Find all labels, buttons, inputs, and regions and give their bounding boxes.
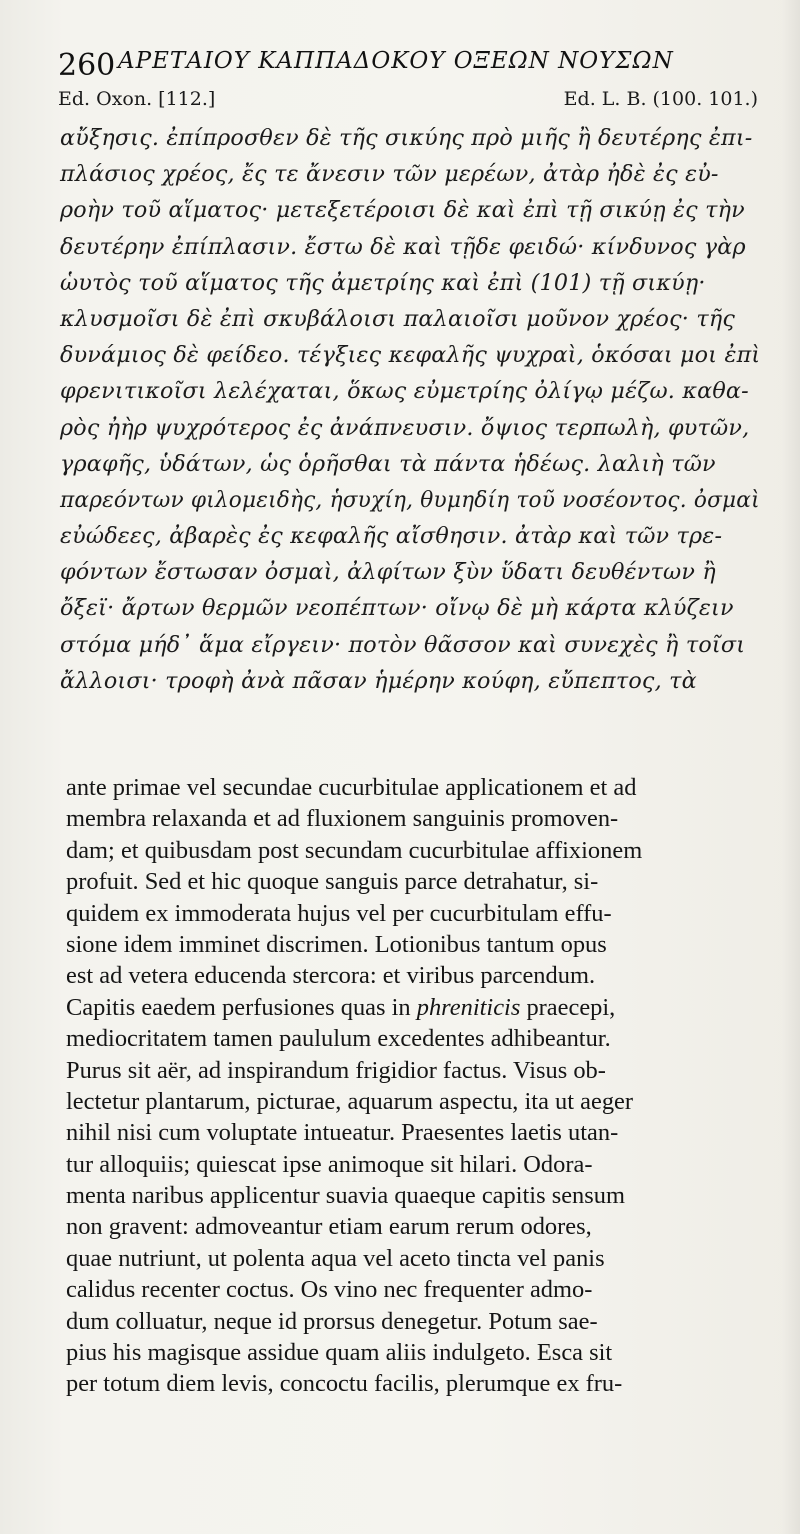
latin-line: nihil nisi cum voluptate intueatur. Praesentes laetis utan- [66,1119,619,1147]
greek-line: γραφῆς, ὑδάτων, ὡς ὁρῆσθαι τὰ πάντα ἡδέως. λαλιὴ τῶν [60,450,716,477]
latin-line: non gravent: admoveantur etiam earum rerum odores, [66,1213,592,1241]
italic-term: phreniticis [416,993,521,1021]
page-header [58,40,748,83]
greek-line: ρὸς ἠὴρ ψυχρότερος ἐς ἀνάπνευσιν. ὄψιος τερπωλὴ, φυτῶν, [60,414,750,441]
latin-line: pius his magisque assidue quam aliis indulgeto. Esca sit [66,1339,613,1367]
greek-line: παρεόντων φιλομειδὴς, ἡσυχίη, θυμηδίη τοῦ νοσέοντος. ὀσμαὶ [60,486,760,513]
latin-line: tur alloquiis; quiescat ipse animoque sit hilari. Odora- [66,1150,593,1178]
greek-line: φόντων ἔστωσαν ὀσμαὶ, ἀλφίτων ξὺν ὕδατι δευθέντων ἢ [60,559,716,586]
latin-line: quae nutriunt, ut polenta aqua vel aceto tincta vel panis [66,1244,605,1272]
latin-line: sione idem imminet discrimen. Lotionibus tantum opus [66,930,607,958]
latin-line: est ad vetera educenda stercora: et viribus parcendum. [66,962,596,990]
greek-text-block [60,120,768,699]
page-number: 260 [58,48,116,83]
latin-line: mediocritatem tamen paululum excedentes adhibeantur. [66,1025,611,1053]
greek-line: ἄλλοισι· τροφὴ ἀνὰ πᾶσαν ἡμέρην κούφη, εὔπεπτος, τὰ [60,667,697,694]
latin-line: menta naribus applicentur suavia quaeque capitis sensum [66,1182,625,1210]
greek-line: φρενιτικοῖσι λελέχαται, ὅκως εὐμετρίης ὀλίγῳ μέζω. καθα- [60,378,749,405]
greek-line: εὐώδεες, ἀβαρὲς ἐς κεφαλῆς αἴσθησιν. ἀτὰρ καὶ τῶν τρε- [60,523,723,550]
edition-lb-ref: Ed. L. B. (100. 101.) [563,88,758,110]
latin-line: dam; et quibusdam post secundam cucurbitulae affixionem [66,836,643,864]
running-title: ΑΡΕΤΑΙΟΥ ΚΑΠΠΑΔΟΚΟΥ ΟΞΕΩΝ ΝΟΥΣΩΝ [118,48,674,74]
latin-line: Capitis eaedem perfusiones quas in phreniticis praecepi, [66,993,616,1021]
greek-line: δευτέρην ἐπίπλασιν. ἔστω δὲ καὶ τῇδε φειδώ· κίνδυνος γὰρ [60,233,746,260]
page-edge-shadow [782,0,800,1534]
latin-line: quidem ex immoderata hujus vel per cucurbitulam effu- [66,899,612,927]
latin-line: membra relaxanda et ad fluxionem sanguinis promoven- [66,805,619,833]
edition-oxford-ref: Ed. Oxon. [112.] [58,88,216,110]
greek-line: ὄξεϊ· ἄρτων θερμῶν νεοπέπτων· οἴνῳ δὲ μὴ κάρτα κλύζειν [60,595,734,622]
greek-line: ροὴν τοῦ αἵματος· μετεξετέροισι δὲ καὶ ἐπὶ τῇ σικύῃ ἐς τὴν [60,197,745,224]
greek-line: δυνάμιος δὲ φείδεο. τέγξιες κεφαλῆς ψυχραὶ, ὁκόσαι μοι ἐπὶ [60,342,761,369]
latin-line: Purus sit aër, ad inspirandum frigidior factus. Visus ob- [66,1056,606,1084]
latin-line: calidus recenter coctus. Os vino nec frequenter admo- [66,1276,593,1304]
latin-line: profuit. Sed et hic quoque sanguis parce detrahatur, si- [66,868,599,896]
greek-line: ὡυτὸς τοῦ αἵματος τῆς ἀμετρίης καὶ ἐπὶ (101) τῇ σικύῃ· [60,269,706,296]
latin-line: per totum diem levis, concoctu facilis, plerumque ex fru- [66,1370,623,1398]
greek-line: πλάσιος χρέος, ἔς τε ἄνεσιν τῶν μερέων, ἀτὰρ ἠδὲ ἐς εὐ- [60,161,719,188]
greek-line: στόμα μήδ᾽ ἅμα εἴργειν· ποτὸν θᾶσσον καὶ συνεχὲς ἢ τοῖσι [60,631,746,658]
latin-line: ante primae vel secundae cucurbitulae applicationem et ad [66,774,637,801]
edition-references [58,88,758,114]
greek-line: κλυσμοῖσι δὲ ἐπὶ σκυβάλοισι παλαιοῖσι μοῦνον χρέος· τῆς [60,305,736,332]
latin-line: dum colluatur, neque id prorsus denegetur. Potum sae- [66,1307,598,1335]
greek-line: αὔξησις. ἐπίπροσθεν δὲ τῆς σικύης πρὸ μιῆς ἢ δευτέρης ἐπι- [60,125,753,151]
latin-translation-block [66,772,766,1400]
latin-line: lectetur plantarum, picturae, aquarum aspectu, ita ut aeger [66,1087,634,1115]
